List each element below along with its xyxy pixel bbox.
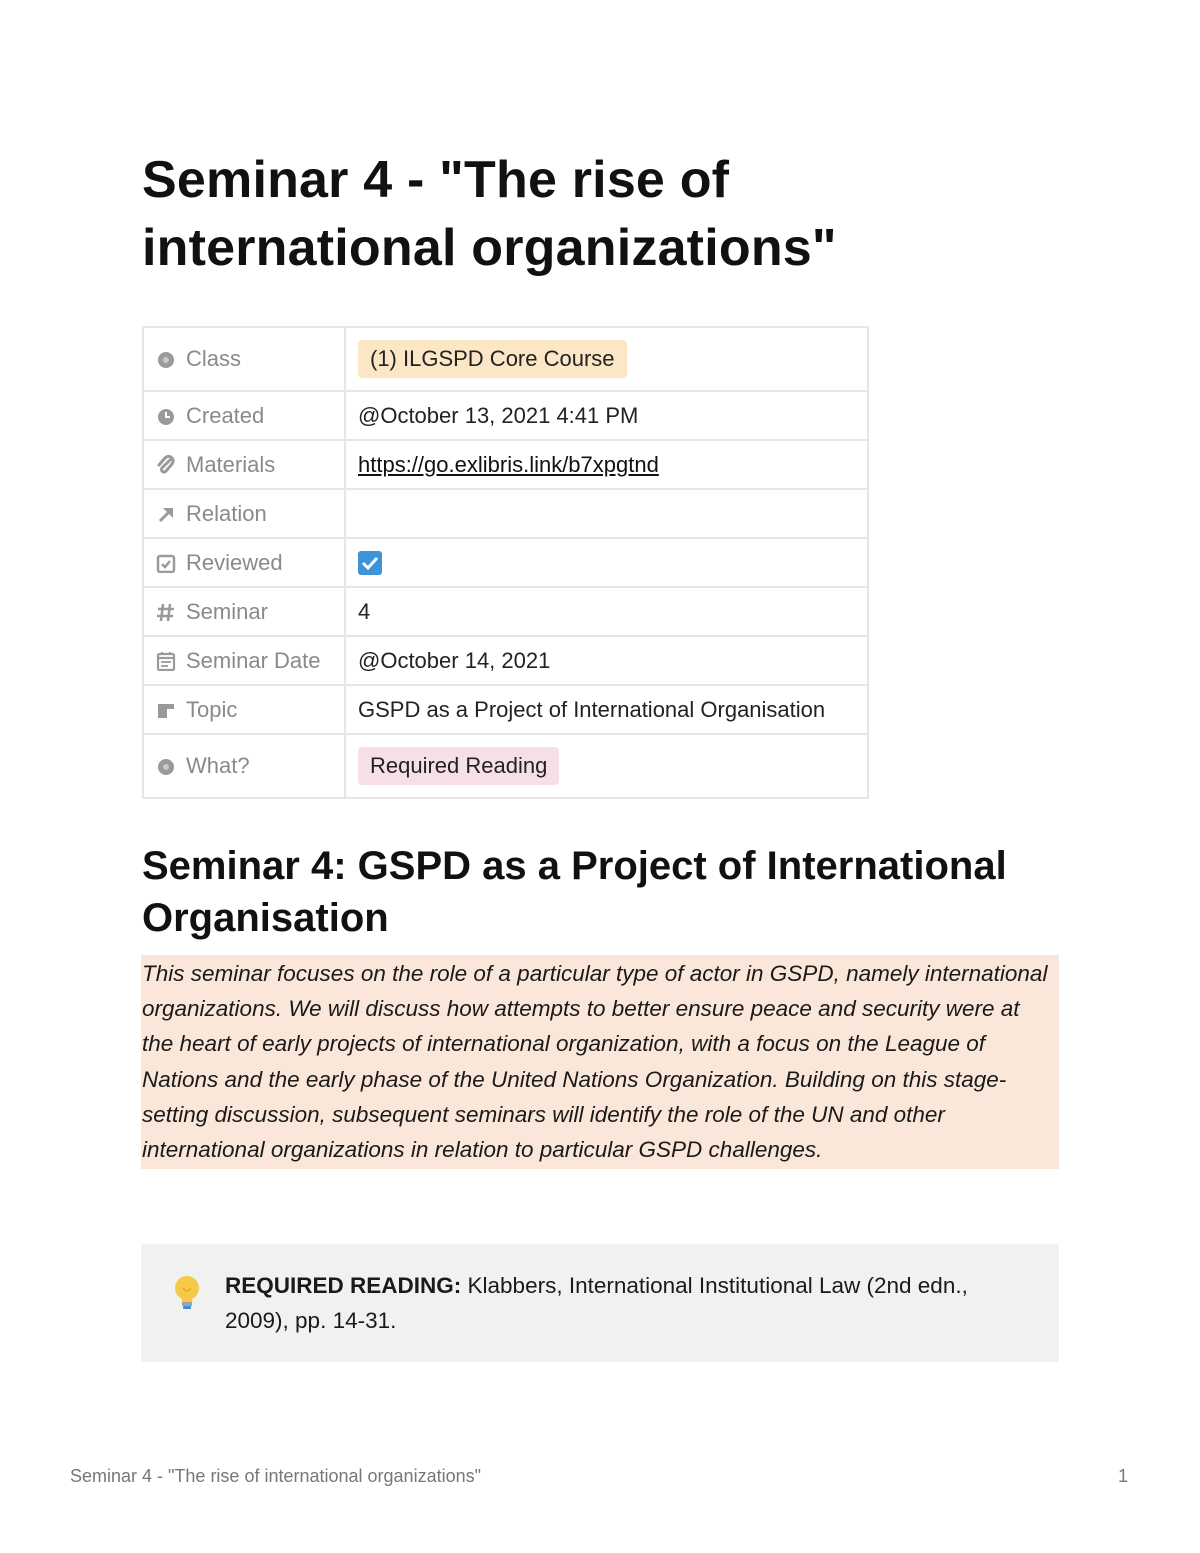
what-tag[interactable]: Required Reading [358, 747, 559, 785]
property-row-seminar [143, 587, 868, 636]
property-label: Class [186, 346, 242, 371]
callout-text [225, 1268, 1025, 1338]
property-key-materials [143, 440, 345, 489]
property-label: Seminar [186, 598, 268, 624]
property-label: Topic [186, 696, 238, 722]
property-value-seminar-date: @October 14, 2021 [345, 636, 868, 685]
text-lines-icon [156, 700, 176, 720]
property-row-seminar-date [143, 636, 868, 685]
property-value-what[interactable] [345, 734, 868, 798]
property-label: Relation [186, 500, 267, 526]
property-key-what [143, 734, 345, 798]
property-key-created [143, 391, 345, 440]
property-value-topic: GSPD as a Project of International Organisation [345, 685, 868, 734]
materials-link[interactable]: https://go.exlibris.link/b7xpgtnd [358, 451, 659, 477]
property-value-reviewed [345, 538, 868, 587]
property-label: Created [186, 402, 265, 428]
section-heading: Seminar 4: GSPD as a Project of International Organisation [142, 844, 1007, 940]
property-label: Reviewed [186, 549, 283, 575]
property-key-topic [143, 685, 345, 734]
arrow-up-right-icon [156, 504, 176, 524]
circle-dot-icon [156, 756, 176, 776]
property-row-class [143, 327, 868, 391]
property-value-created: @October 13, 2021 4:41 PM [345, 391, 868, 440]
property-value-class[interactable] [345, 327, 868, 391]
property-value-seminar: 4 [345, 587, 868, 636]
property-key-seminar [143, 587, 345, 636]
property-row-topic [143, 685, 868, 734]
checkbox-icon [156, 553, 176, 573]
lightbulb-icon [171, 1274, 203, 1314]
hash-icon [156, 602, 176, 622]
callout-body: Klabbers, International Institutional Law (2nd edn., 2009), pp. 14-31. [225, 1273, 968, 1333]
properties-table [142, 326, 869, 799]
property-label: Seminar Date [186, 647, 321, 673]
property-row-what [143, 734, 868, 798]
clock-icon [156, 406, 176, 426]
calendar-icon [156, 651, 176, 671]
property-value-relation[interactable] [345, 489, 868, 538]
property-value-materials [345, 440, 868, 489]
seminar-description: This seminar focuses on the role of a particular type of actor in GSPD, namely international organizations. We will discuss how attempts to better ensure peace and security were at the heart of early projects of international organization, with a focus on the League of Nations and the early phase of the United Nations Organization. Building on this stage-setting discussion, subsequent seminars will identify the role of the UN and other international organizations in relation to particular GSPD challenges. [141, 955, 1059, 1169]
property-label: What? [186, 753, 250, 778]
reviewed-checkbox[interactable] [358, 551, 382, 575]
required-reading-callout [141, 1244, 1059, 1362]
callout-label: REQUIRED READING: [225, 1273, 462, 1298]
class-tag[interactable]: (1) ILGSPD Core Course [358, 340, 627, 378]
property-row-reviewed [143, 538, 868, 587]
property-row-materials [143, 440, 868, 489]
paperclip-icon [156, 455, 176, 475]
page-title: Seminar 4 - "The rise of international organizations" [142, 151, 837, 277]
property-key-class [143, 327, 345, 391]
property-key-reviewed [143, 538, 345, 587]
property-key-relation [143, 489, 345, 538]
circle-dot-icon [156, 349, 176, 369]
footer-title: Seminar 4 - "The rise of international organizations" [70, 1466, 481, 1486]
property-row-relation [143, 489, 868, 538]
property-label: Materials [186, 451, 276, 477]
property-key-seminar-date [143, 636, 345, 685]
property-row-created [143, 391, 868, 440]
page-number: 1 [1117, 1466, 1128, 1486]
